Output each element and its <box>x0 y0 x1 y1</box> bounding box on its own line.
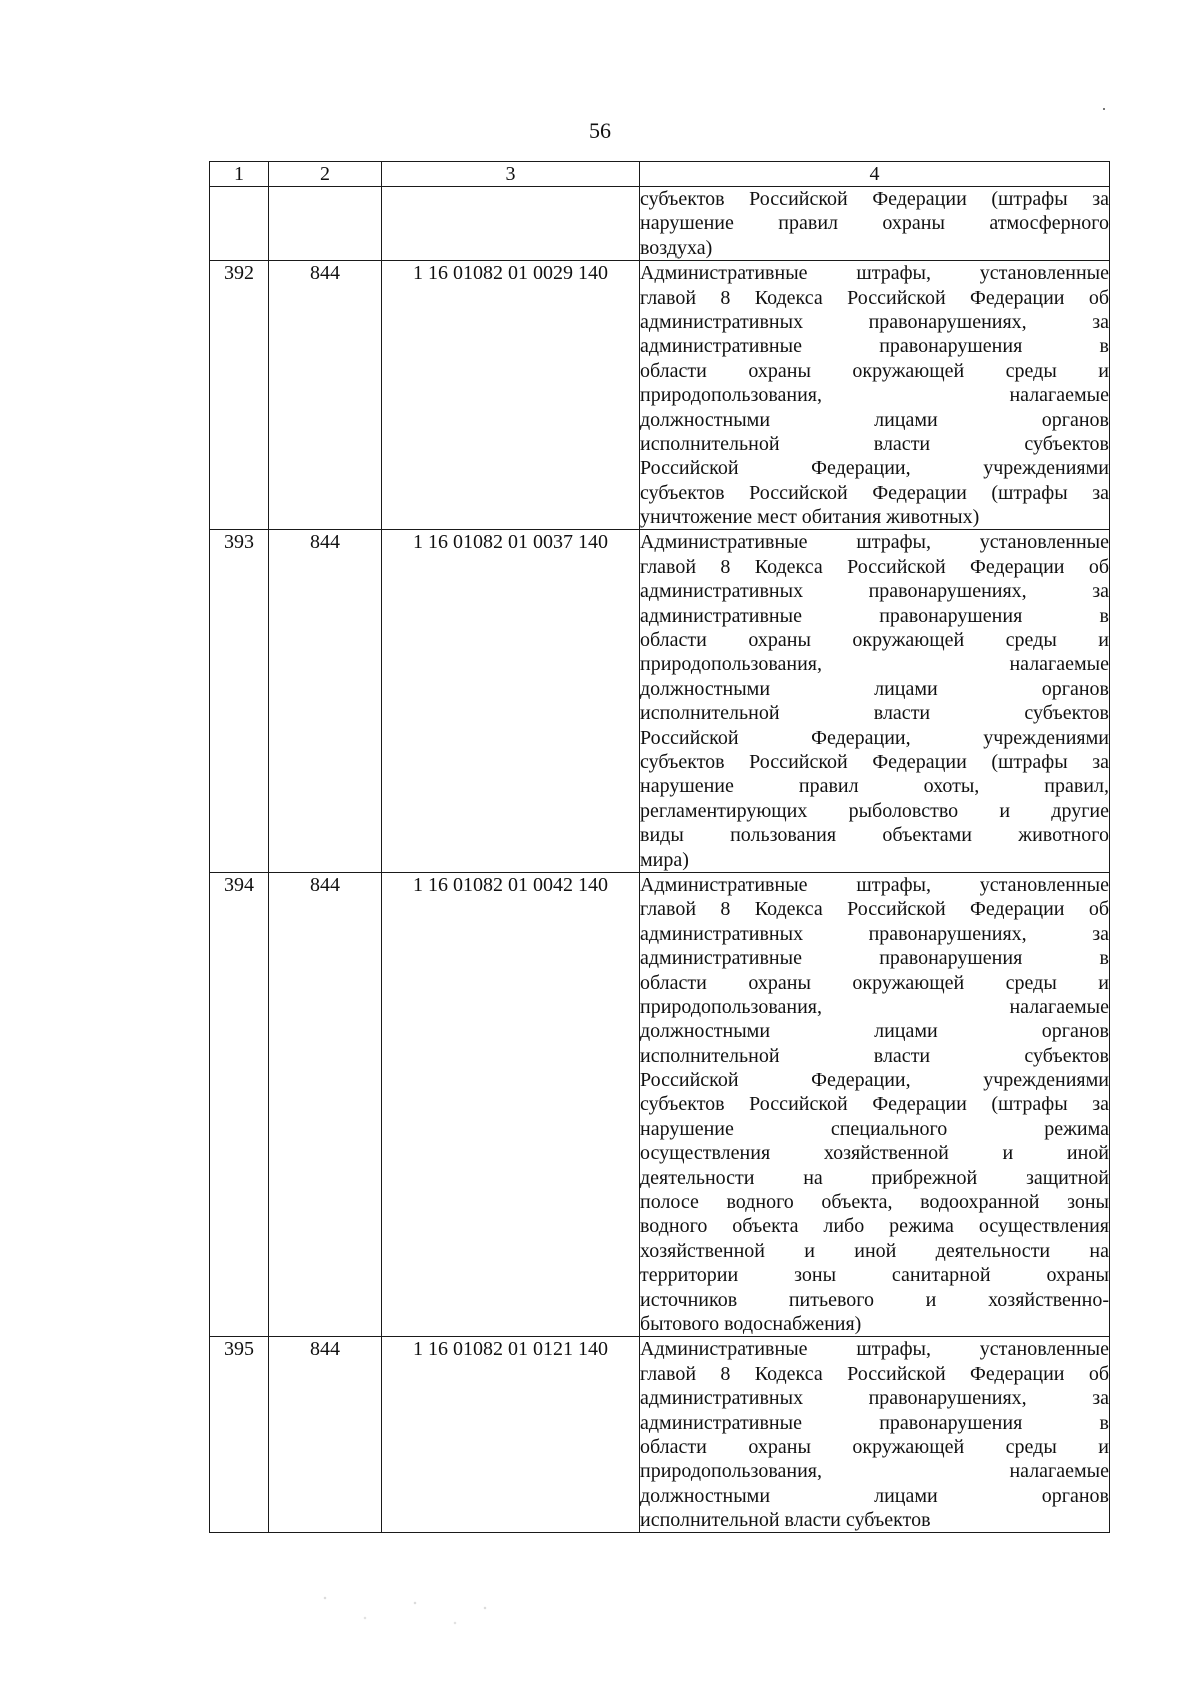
description-line: субъектов Российской Федерации (штрафы за <box>640 750 1109 773</box>
description-line: субъектов Российской Федерации (штрафы за <box>640 481 1109 504</box>
table-header-row <box>210 162 1110 187</box>
description-line: источников питьевого и хозяйственно- <box>640 1288 1109 1311</box>
table-row <box>210 530 1110 872</box>
continuation-description <box>640 187 1110 261</box>
table-body <box>210 187 1110 1533</box>
income-description <box>640 530 1110 872</box>
description-line: административные правонарушения в <box>640 1411 1109 1434</box>
description-line: территории зоны санитарной охраны <box>640 1264 1109 1287</box>
description-line: административные правонарушения в <box>640 604 1109 627</box>
description-line: природопользования, налагаемые <box>640 995 1109 1018</box>
description-line: Административные штрафы, установленные <box>640 873 1109 896</box>
administrator-code: 844 <box>269 1337 382 1533</box>
description-line: природопользования, налагаемые <box>640 384 1109 407</box>
description-line: административных правонарушениях, за <box>640 1387 1109 1410</box>
administrator-code: 844 <box>269 872 382 1336</box>
description-line: деятельности на прибрежной защитной <box>640 1166 1109 1189</box>
description-line: главой 8 Кодекса Российской Федерации об <box>640 1362 1109 1385</box>
description-line: административных правонарушениях, за <box>640 580 1109 603</box>
description-line: должностными лицами органов <box>640 1020 1109 1043</box>
description-line: нарушение правил охраны атмосферного <box>640 212 1109 235</box>
description-line: уничтожение мест обитания животных) <box>640 506 980 529</box>
description-line: Российской Федерации, учреждениями <box>640 1069 1109 1092</box>
row-number: 395 <box>210 1337 269 1533</box>
continuation-num-cell <box>210 187 269 261</box>
scan-speck <box>1103 108 1105 110</box>
page-number: 56 <box>589 118 611 143</box>
scan-noise <box>305 1588 505 1638</box>
administrator-code: 844 <box>269 530 382 872</box>
continuation-admin-cell <box>269 187 382 261</box>
description-line: области охраны окружающей среды и <box>640 359 1109 382</box>
description-line: нарушение специального режима <box>640 1117 1109 1140</box>
description-line: главой 8 Кодекса Российской Федерации об <box>640 286 1109 309</box>
description-line: субъектов Российской Федерации (штрафы за <box>640 1093 1109 1116</box>
income-description <box>640 1337 1110 1533</box>
header-col-4: 4 <box>640 162 1110 187</box>
description-line: области охраны окружающей среды и <box>640 1435 1109 1458</box>
description-line: административных правонарушениях, за <box>640 922 1109 945</box>
description-line: Административные штрафы, установленные <box>640 531 1109 554</box>
budget-classification-code: 1 16 01082 01 0037 140 <box>382 530 640 872</box>
description-line: должностными лицами органов <box>640 408 1109 431</box>
continuation-row <box>210 187 1110 261</box>
description-line: мира) <box>640 848 689 871</box>
description-line: главой 8 Кодекса Российской Федерации об <box>640 898 1109 921</box>
description-line: административных правонарушениях, за <box>640 310 1109 333</box>
description-line: Административные штрафы, установленные <box>640 1338 1109 1361</box>
budget-classification-code: 1 16 01082 01 0029 140 <box>382 261 640 530</box>
description-line: регламентирующих рыболовство и другие <box>640 799 1109 822</box>
description-line: природопользования, налагаемые <box>640 1460 1109 1483</box>
description-line: Российской Федерации, учреждениями <box>640 726 1109 749</box>
description-line: должностными лицами органов <box>640 1484 1109 1507</box>
income-description <box>640 261 1110 530</box>
description-line: осуществления хозяйственной и иной <box>640 1142 1109 1165</box>
description-line: бытового водоснабжения) <box>640 1312 862 1335</box>
table-row <box>210 261 1110 530</box>
row-number: 393 <box>210 530 269 872</box>
income-description <box>640 872 1110 1336</box>
header-col-1: 1 <box>210 162 269 187</box>
table-row <box>210 872 1110 1336</box>
description-line: главой 8 Кодекса Российской Федерации об <box>640 555 1109 578</box>
description-line: субъектов Российской Федерации (штрафы за <box>640 188 1109 210</box>
description-line: исполнительной власти субъектов <box>640 1044 1109 1067</box>
description-line: административные правонарушения в <box>640 335 1109 358</box>
administrator-code: 844 <box>269 261 382 530</box>
row-number: 392 <box>210 261 269 530</box>
description-line: должностными лицами органов <box>640 677 1109 700</box>
description-line: административные правонарушения в <box>640 947 1109 970</box>
description-line: полосе водного объекта, водоохранной зоны <box>640 1191 1109 1214</box>
description-line: природопользования, налагаемые <box>640 653 1109 676</box>
description-line: области охраны окружающей среды и <box>640 629 1109 652</box>
description-line: воздуха) <box>640 236 713 259</box>
header-col-2: 2 <box>269 162 382 187</box>
description-line: водного объекта либо режима осуществления <box>640 1215 1109 1238</box>
description-line: виды пользования объектами животного <box>640 824 1109 847</box>
budget-classification-code: 1 16 01082 01 0121 140 <box>382 1337 640 1533</box>
description-line: области охраны окружающей среды и <box>640 971 1109 994</box>
description-line: исполнительной власти субъектов <box>640 432 1109 455</box>
budget-code-table <box>209 161 1110 1533</box>
continuation-code-cell <box>382 187 640 261</box>
header-col-3: 3 <box>382 162 640 187</box>
description-line: исполнительной власти субъектов <box>640 1509 931 1532</box>
description-line: нарушение правил охоты, правил, <box>640 775 1109 798</box>
description-line: хозяйственной и иной деятельности на <box>640 1239 1109 1262</box>
description-line: Административные штрафы, установленные <box>640 262 1109 285</box>
budget-classification-code: 1 16 01082 01 0042 140 <box>382 872 640 1336</box>
description-line: исполнительной власти субъектов <box>640 702 1109 725</box>
description-line: Российской Федерации, учреждениями <box>640 457 1109 480</box>
table-row <box>210 1337 1110 1533</box>
row-number: 394 <box>210 872 269 1336</box>
